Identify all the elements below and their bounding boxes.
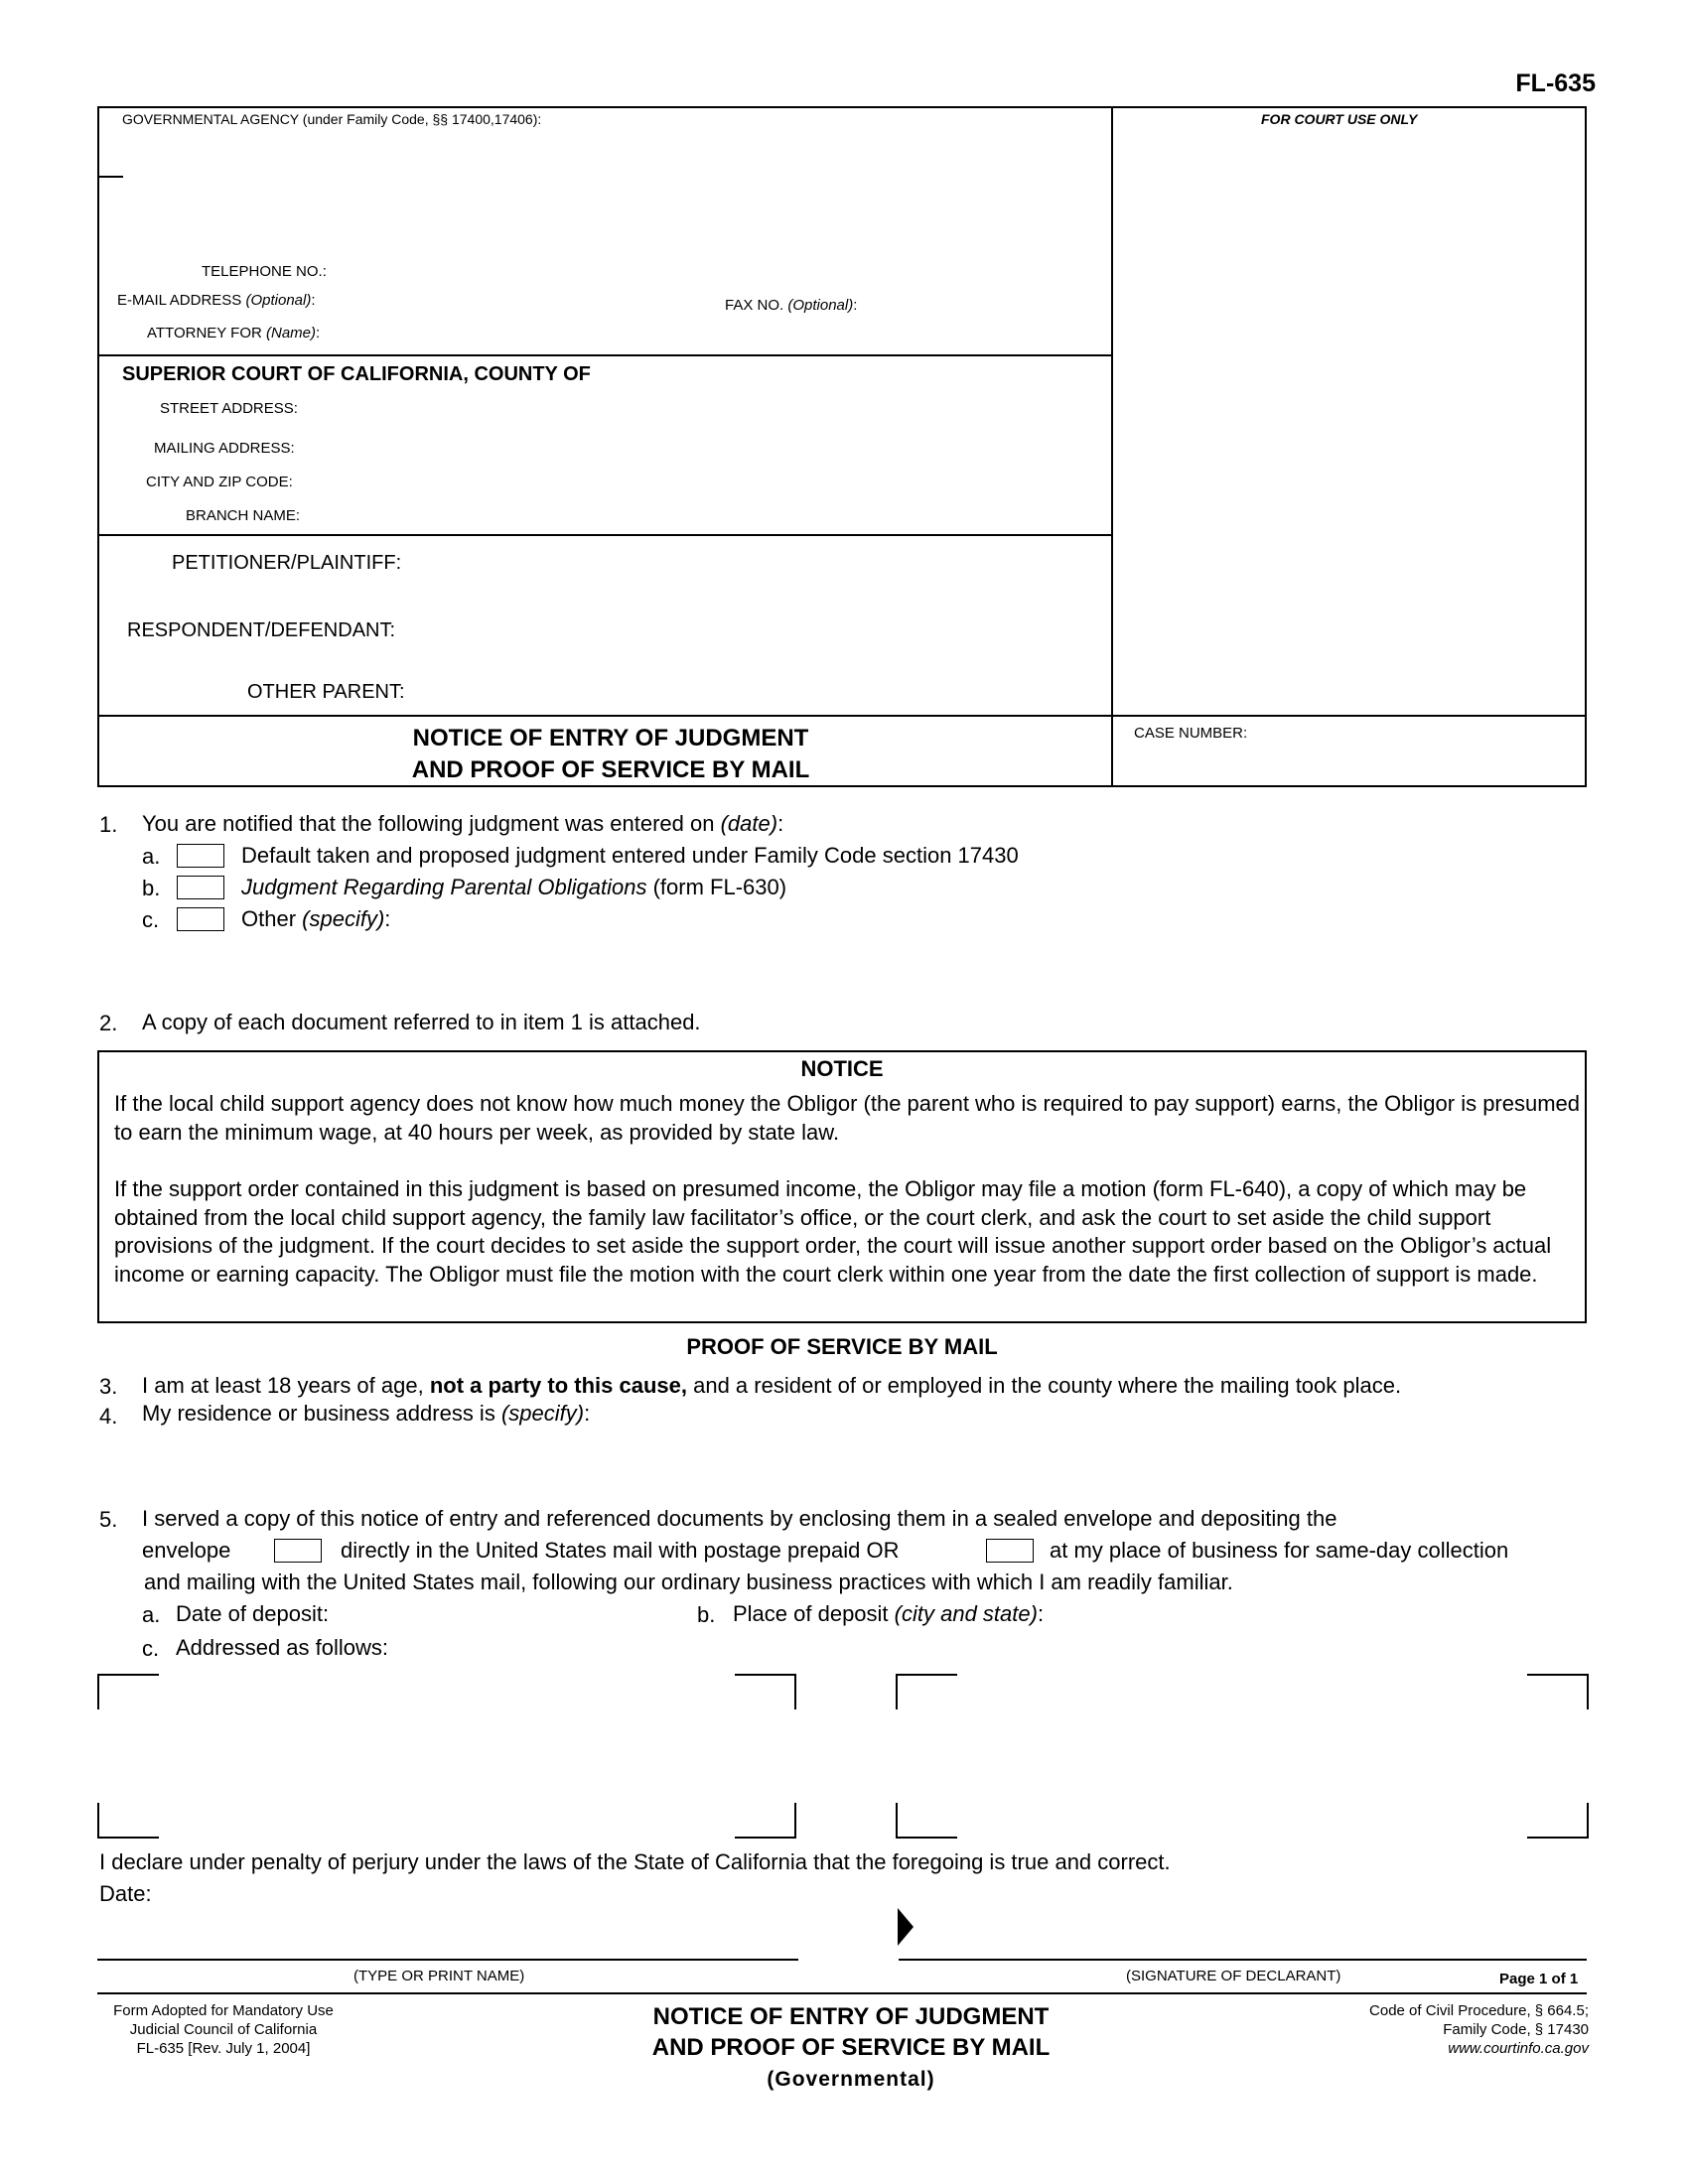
case-number-label: CASE NUMBER: xyxy=(1134,725,1248,742)
caption-title: NOTICE OF ENTRY OF JUDGMENT AND PROOF OF SERVICE BY MAIL xyxy=(411,725,810,783)
item5-number: 5. xyxy=(99,1507,118,1532)
item1-number: 1. xyxy=(99,812,118,837)
item1c-letter: c. xyxy=(142,907,160,932)
courtinfo-link[interactable]: www.courtinfo.ca.gov xyxy=(1448,2040,1589,2057)
agency-label: GOVERNMENTAL AGENCY (under Family Code, §§ 17400,17406): xyxy=(122,111,542,127)
item1b-text: Judgment Regarding Parental Obligations (form FL-630) xyxy=(241,875,787,899)
item1b-letter: b. xyxy=(142,876,161,900)
item5a-text: Date of deposit: xyxy=(176,1601,330,1626)
notice-paragraph-1: If the local child support agency does not know how much money the Obligor (the parent who is required to pay support) earns, the Obligor is presumed to earn the minimum wage, at 40 hours per week, as provided by state law. xyxy=(114,1091,1581,1145)
address2-corner-bl xyxy=(896,1803,957,1839)
item5-mail-checkbox[interactable] xyxy=(274,1539,322,1563)
item4-number: 4. xyxy=(99,1404,118,1429)
type-name-caption: (TYPE OR PRINT NAME) xyxy=(353,1968,525,1984)
branch-name-label: BRANCH NAME: xyxy=(186,507,301,524)
item1a-text: Default taken and proposed judgment entered under Family Code section 17430 xyxy=(241,843,1019,868)
signature-caption: (SIGNATURE OF DECLARANT) xyxy=(1126,1968,1341,1984)
item5-line3: and mailing with the United States mail, following our ordinary business practices with which I am readily familiar. xyxy=(144,1570,1233,1594)
item5c-text: Addressed as follows: xyxy=(176,1635,388,1660)
item5-business-checkbox[interactable] xyxy=(986,1539,1034,1563)
street-address-label: STREET ADDRESS: xyxy=(160,400,298,417)
address1-corner-bl xyxy=(97,1803,159,1839)
petitioner-label: PETITIONER/PLAINTIFF: xyxy=(172,552,402,574)
caption-divider-2 xyxy=(99,534,1112,536)
item5a-letter: a. xyxy=(142,1602,161,1627)
footer-adoption: Form Adopted for Mandatory Use Judicial Council of California FL-635 [Rev. July 1, 2004] xyxy=(113,2002,334,2057)
address1-corner-tl xyxy=(97,1674,159,1709)
item5c-letter: c. xyxy=(142,1636,160,1661)
other-parent-label: OTHER PARENT: xyxy=(247,681,405,703)
item4-text: My residence or business address is (specify): xyxy=(142,1401,591,1426)
address2-corner-br xyxy=(1527,1803,1589,1839)
item1b-checkbox[interactable] xyxy=(177,876,224,899)
fax-label: FAX NO. (Optional): xyxy=(725,297,858,314)
caption-divider-3 xyxy=(99,715,1587,717)
signature-arrow-icon xyxy=(894,1906,917,1948)
declaration-text: I declare under penalty of perjury under the laws of the State of California that the foregoing is true and correct. xyxy=(99,1849,1171,1874)
respondent-label: RESPONDENT/DEFENDANT: xyxy=(127,619,396,641)
signature-line xyxy=(899,1959,1587,1961)
page-number: Page 1 of 1 xyxy=(1499,1971,1579,1987)
caption-divider-1 xyxy=(99,354,1112,356)
notice-paragraph-2: If the support order contained in this judgment is based on presumed income, the Obligor may file a motion (form FL-640), a copy of which may be obtained from the local child support agency, the family law facilitator’s office, or the court clerk, and ask the court to set aside the child support provisions of the judgment. If the court decides to set aside the support order, the court will issue another support order based on the Obligor’s actual income or earning capacity. The Obligor must file the motion with the court clerk within one year from the date the first collection of support is made. xyxy=(114,1176,1552,1287)
item3-number: 3. xyxy=(99,1374,118,1399)
item1a-checkbox[interactable] xyxy=(177,844,224,868)
address1-corner-br xyxy=(735,1803,796,1839)
item1c-text: Other (specify): xyxy=(241,906,391,931)
item5-line1: I served a copy of this notice of entry and referenced documents by enclosing them in a sealed envelope and depositing the xyxy=(142,1506,1337,1531)
item2-text: A copy of each document referred to in item 1 is attached. xyxy=(142,1010,701,1034)
email-label: E-MAIL ADDRESS (Optional): xyxy=(117,292,316,309)
form-number: FL-635 xyxy=(1515,69,1596,97)
type-name-line xyxy=(97,1959,798,1961)
court-use-label: FOR COURT USE ONLY xyxy=(1261,111,1418,127)
city-zip-label: CITY AND ZIP CODE: xyxy=(146,474,293,490)
court-title: SUPERIOR COURT OF CALIFORNIA, COUNTY OF xyxy=(122,363,591,385)
address2-corner-tr xyxy=(1527,1674,1589,1709)
attorney-label: ATTORNEY FOR (Name): xyxy=(147,325,321,341)
item5-envelope: envelope xyxy=(142,1538,231,1563)
item5-direct-text: directly in the United States mail with postage prepaid OR xyxy=(341,1538,900,1563)
item3-text: I am at least 18 years of age, not a party to this cause, and a resident of or employed in the county where the mailing took place. xyxy=(142,1373,1402,1398)
mailing-address-label: MAILING ADDRESS: xyxy=(154,440,295,457)
telephone-label: TELEPHONE NO.: xyxy=(202,263,327,280)
footer-title: NOTICE OF ENTRY OF JUDGMENT AND PROOF OF SERVICE BY MAIL (Governmental) xyxy=(651,2003,1051,2091)
address1-corner-tr xyxy=(735,1674,796,1709)
item5b-text: Place of deposit (city and state): xyxy=(733,1601,1045,1626)
item2-number: 2. xyxy=(99,1011,118,1035)
item1c-checkbox[interactable] xyxy=(177,907,224,931)
declaration-date: Date: xyxy=(99,1881,152,1906)
footer-rule xyxy=(97,1992,1587,1994)
item5-place-text: at my place of business for same-day collection xyxy=(1050,1538,1509,1563)
footer-citations: Code of Civil Procedure, § 664.5; Family Code, § 17430 www.courtinfo.ca.gov xyxy=(1251,2001,1589,2058)
agency-tick xyxy=(99,176,123,178)
caption-divider-vertical xyxy=(1111,108,1113,787)
item1a-letter: a. xyxy=(142,844,161,869)
proof-heading: PROOF OF SERVICE BY MAIL xyxy=(686,1334,998,1359)
address2-corner-tl xyxy=(896,1674,957,1709)
notice-heading: NOTICE xyxy=(800,1056,884,1081)
item1-text: You are notified that the following judgment was entered on (date): xyxy=(142,811,784,836)
item5b-letter: b. xyxy=(697,1602,716,1627)
